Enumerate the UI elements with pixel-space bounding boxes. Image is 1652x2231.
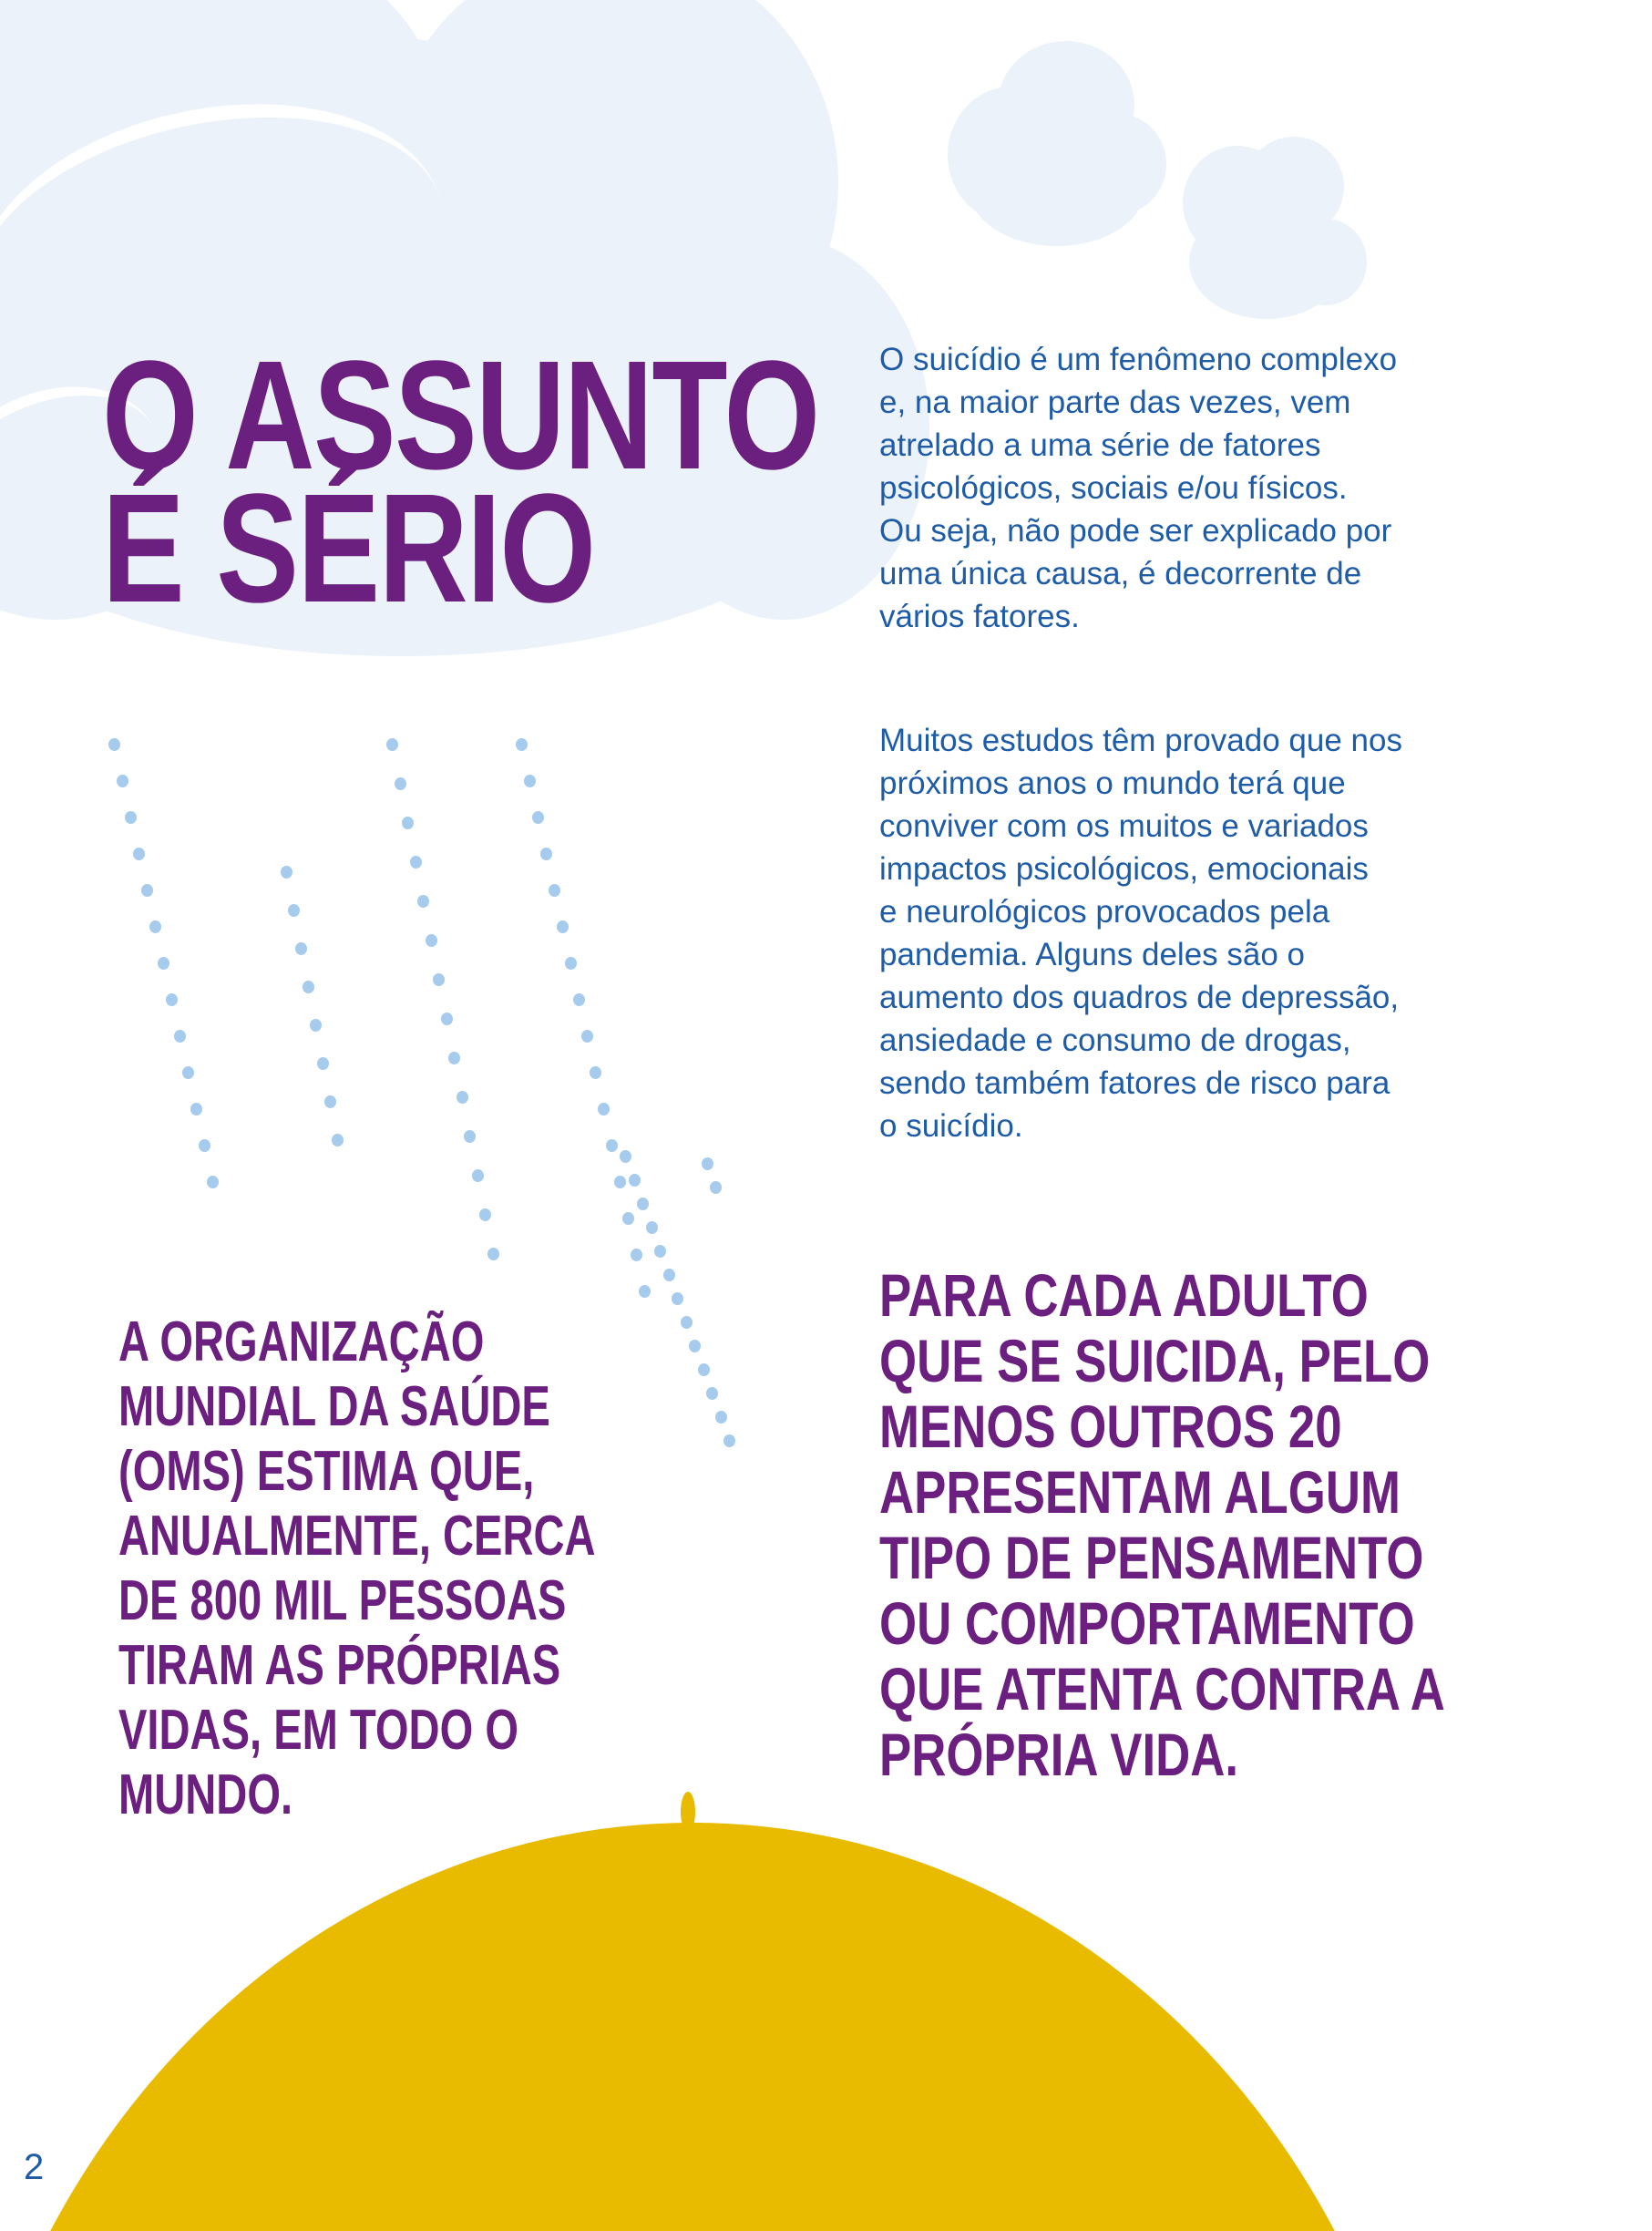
rain-drop-icon [141, 884, 153, 897]
text-line: impactos psicológicos, emocionais [879, 851, 1369, 887]
rain-drop-icon [622, 1212, 634, 1225]
rain-drop-icon [639, 1285, 651, 1298]
rain-drop-icon [108, 738, 120, 751]
rain-drop-icon [295, 942, 307, 955]
rain-drop-icon [715, 1411, 727, 1424]
text-line: MENOS OUTROS 20 [879, 1393, 1342, 1460]
cloud-blob [970, 137, 1144, 246]
rain-drop-icon [710, 1181, 722, 1194]
rain-drop-icon [549, 884, 560, 897]
rain-drop-icon [698, 1363, 710, 1376]
rain-drop-icon [637, 1198, 649, 1210]
text-line: pandemia. Alguns deles são o [879, 937, 1305, 972]
rain-drop-icon [133, 848, 145, 860]
text-line: e, na maior parte das vezes, vem [879, 385, 1351, 420]
page-title [102, 329, 819, 635]
text-line: OU COMPORTAMENTO [879, 1589, 1415, 1657]
rain-drop-icon [149, 920, 161, 933]
rain-drop-icon [663, 1269, 675, 1281]
rain-drop-icon [433, 973, 445, 986]
text-line: uma única causa, é decorrente de [879, 556, 1362, 591]
rain-drop-icon [689, 1340, 701, 1352]
rain-drop-icon [681, 1316, 693, 1329]
rain-drop-icon [199, 1139, 210, 1152]
text-line: TIPO DE PENSAMENTO [879, 1524, 1424, 1591]
rain-drop-icon [182, 1066, 194, 1079]
text-line: vários fatores. [879, 599, 1080, 634]
rain-drop-icon [702, 1157, 713, 1170]
rain-drop-icon [386, 738, 398, 751]
rain-drop-icon [310, 1019, 322, 1032]
text-line: VIDAS, EM TODO O [118, 1699, 518, 1762]
rain-drop-icon [646, 1221, 658, 1234]
text-line: O suicídio é um fenômeno complexo [879, 342, 1398, 377]
rain-drop-icon [629, 1174, 641, 1187]
rain-drop-icon [457, 1091, 468, 1104]
rain-drop-icon [532, 811, 544, 824]
rain-drop-icon [410, 856, 422, 869]
text-line: TIRAM AS PRÓPRIAS [118, 1634, 561, 1697]
umbrella-top-icon [0, 1823, 1435, 2231]
rain-drop-icon [472, 1169, 484, 1182]
rain-drop-icon [426, 934, 437, 947]
rain-drop-icon [557, 920, 569, 933]
text-line: e neurológicos provocados pela [879, 894, 1330, 930]
text-line: sendo também fatores de risco para [879, 1065, 1390, 1101]
rain-drop-icon [479, 1208, 491, 1221]
stat-highlight-right [879, 1262, 1445, 1787]
rain-drop-icon [524, 775, 536, 787]
rain-drop-icon [631, 1249, 642, 1261]
rain-drop-icon [620, 1150, 631, 1163]
text-line: QUE SE SUICIDA, PELO [879, 1327, 1431, 1394]
rain-drop-icon [207, 1176, 219, 1188]
text-line: (OMS) ESTIMA QUE, [118, 1440, 535, 1503]
rain-drop-icon [324, 1095, 336, 1108]
rain-drop-icon [288, 904, 300, 917]
rain-drop-icon [590, 1066, 601, 1079]
text-line: A ORGANIZAÇÃO [118, 1311, 485, 1373]
rain-drop-icon [402, 817, 414, 829]
rain-drop-icon [516, 738, 528, 751]
text-line: MUNDO. [118, 1763, 293, 1826]
text-line: DE 800 MIL PESSOAS [118, 1569, 567, 1632]
rain-drop-icon [332, 1134, 344, 1146]
stat-highlight-left [118, 1310, 596, 1827]
text-line: Muitos estudos têm provado que nos [879, 723, 1402, 758]
rain-drop-icon [448, 1052, 460, 1064]
rain-drop-icon [540, 848, 552, 860]
rain-drop-icon [565, 957, 577, 970]
rain-drop-icon [125, 811, 137, 824]
rain-drop-icon [303, 981, 314, 993]
rain-drop-icon [117, 775, 128, 787]
rain-drop-icon [281, 866, 292, 879]
text-line: aumento dos quadros de depressão, [879, 980, 1400, 1015]
text-line: conviver com os muitos e variados [879, 808, 1369, 844]
rain-drop-icon [654, 1245, 666, 1258]
title-line-1: O ASSUNTO [102, 329, 819, 502]
rain-drop-icon [672, 1292, 683, 1305]
rain-drop-icon [317, 1057, 329, 1070]
rain-drop-icon [464, 1130, 476, 1143]
text-line: ANUALMENTE, CERCA [118, 1505, 596, 1568]
rain-drop-icon [174, 1030, 186, 1043]
rain-drop-icon [573, 993, 585, 1006]
text-line: PRÓPRIA VIDA. [879, 1721, 1239, 1788]
cloud-blob [1285, 219, 1367, 305]
rain-drop-icon [706, 1387, 718, 1400]
rain-drop-icon [166, 993, 178, 1006]
text-line: MUNDIAL DA SAÚDE [118, 1375, 550, 1438]
text-line: atrelado a uma série de fatores [879, 427, 1321, 463]
rain-drop-icon [417, 895, 429, 908]
rain-drop-icon [614, 1176, 626, 1188]
text-line: QUE ATENTA CONTRA A [879, 1655, 1445, 1722]
rain-drop-icon [487, 1248, 499, 1260]
text-line: psicológicos, sociais e/ou físicos. [879, 470, 1348, 506]
rain-drop-icon [606, 1139, 618, 1152]
rain-drop-icon [581, 1030, 593, 1043]
rain-drop-icon [598, 1103, 610, 1116]
intro-paragraph [879, 338, 1397, 638]
rain-drop-icon [441, 1013, 453, 1025]
text-line: Ou seja, não pode ser explicado por [879, 513, 1392, 549]
rain-drop-icon [395, 777, 406, 790]
page-number: 2 [24, 2147, 45, 2187]
rain-drop-icon [723, 1434, 735, 1447]
rain-drop-icon [190, 1103, 202, 1116]
text-line: APRESENTAM ALGUM [879, 1458, 1401, 1526]
rain-drop-icon [158, 957, 169, 970]
text-line: próximos anos o mundo terá que [879, 766, 1346, 801]
text-line: PARA CADA ADULTO [879, 1261, 1369, 1329]
title-line-2: É SÉRIO [102, 462, 595, 635]
text-line: o suicídio. [879, 1108, 1023, 1144]
text-line: ansiedade e consumo de drogas, [879, 1023, 1351, 1058]
studies-paragraph [879, 719, 1402, 1147]
